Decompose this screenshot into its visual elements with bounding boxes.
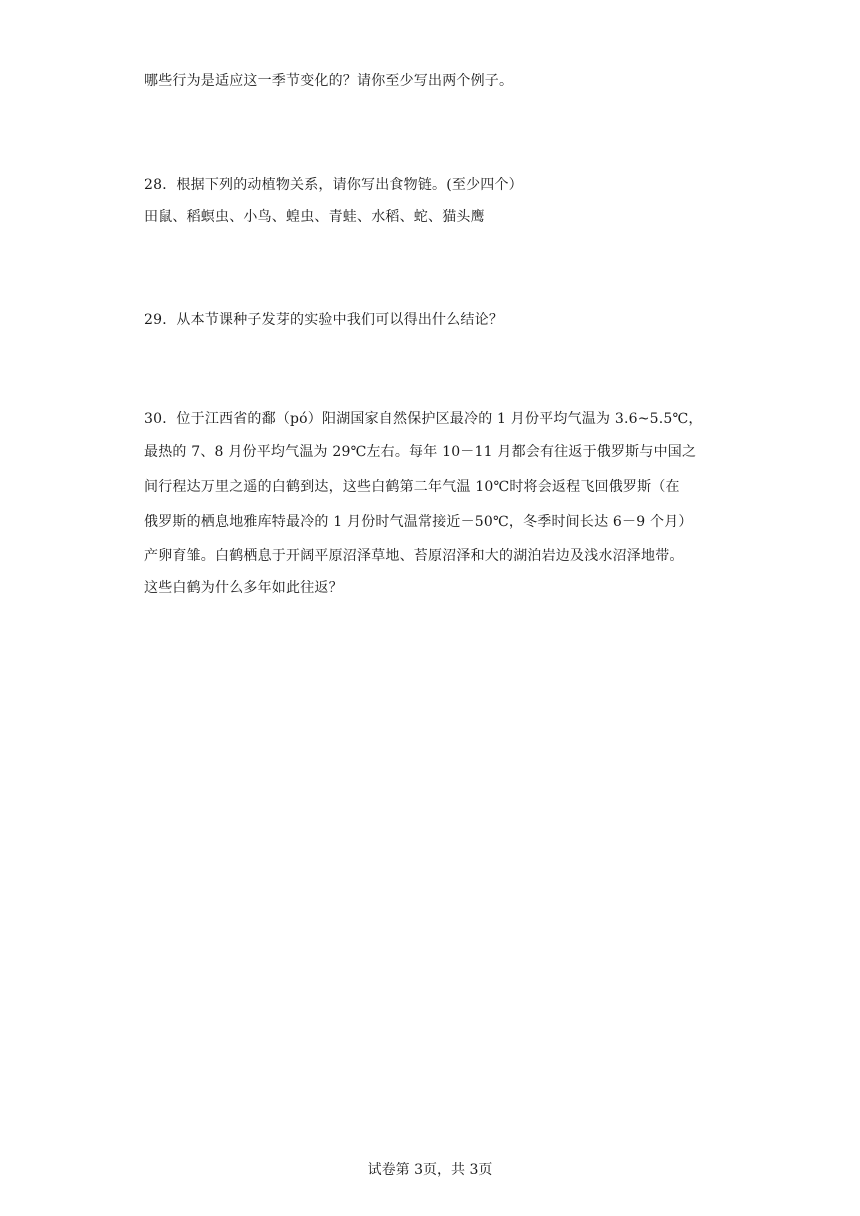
question-30-line-6: 这些白鹤为什么多年如此往返？ xyxy=(144,580,343,596)
question-28-prompt: 28．根据下列的动植物关系，请你写出食物链。(至少四个） xyxy=(144,177,523,193)
question-28-species-list: 田鼠、稻螟虫、小鸟、蝗虫、青蛙、水稻、蛇、猫头鹰 xyxy=(144,209,485,225)
page-footer: 试卷第 3页，共 3页 xyxy=(367,1162,493,1178)
question-30-line-4: 俄罗斯的栖息地雅库特最冷的 1 月份时气温常接近－50℃，冬季时间长达 6－9 个月） xyxy=(144,514,693,530)
question-30-line-3: 间行程达万里之遥的白鹤到达，这些白鹤第二年气温 10℃时将会返程飞回俄罗斯（在 xyxy=(144,479,680,495)
question-30-line-1: 30．位于江西省的鄱（pó）阳湖国家自然保护区最冷的 1 月份平均气温为 3.6~5.5℃， xyxy=(144,411,703,427)
intro-question-line: 哪些行为是适应这一季节变化的？请你至少写出两个例子。 xyxy=(144,73,514,89)
question-29-prompt: 29．从本节课种子发芽的实验中我们可以得出什么结论？ xyxy=(144,312,504,328)
question-30-line-2: 最热的 7、8 月份平均气温为 29℃左右。每年 10－11 月都会有往返于俄罗斯与中国之 xyxy=(144,444,697,460)
question-30-line-5: 产卵育雏。白鹤栖息于开阔平原沼泽草地、苔原沼泽和大的湖泊岩边及浅水沼泽地带。 xyxy=(144,548,684,564)
